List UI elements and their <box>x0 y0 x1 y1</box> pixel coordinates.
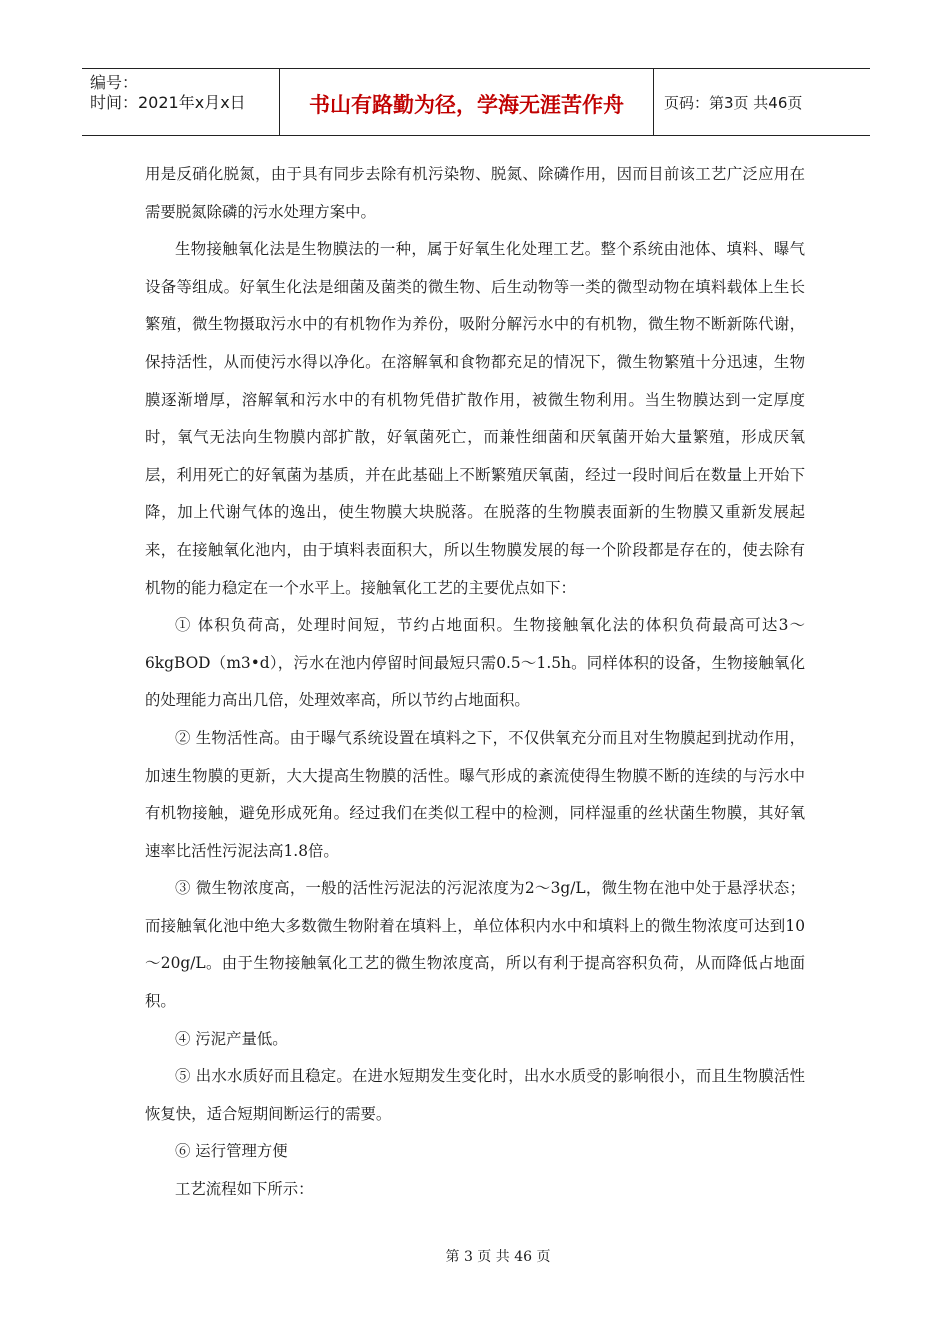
header-page-info: 页码：第3页 共46页 <box>664 93 803 112</box>
page-footer: 第 3 页 共 46 页 <box>445 1249 551 1265</box>
paragraph-advantage-5: ⑤ 出水水质好而且稳定。在进水短期发生变化时，出水水质受的影响很小，而且生物膜活性恢复快，适合短期间断运行的需要。 <box>145 1067 805 1123</box>
paragraph-advantage-3: ③ 微生物浓度高，一般的活性污泥法的污泥浓度为2～3g/L，微生物在池中处于悬浮状态；而接触氧化池中绝大多数微生物附着在填料上，单位体积内水中和填料上的微生物浓度可达到10～20g/L。由于生物接触氧化工艺的微生物浓度高，所以有利于提高容积负荷，从而降低占地面积。 <box>145 879 805 1011</box>
paragraph-advantage-1: ① 体积负荷高，处理时间短，节约占地面积。生物接触氧化法的体积负荷最高可达3～6kgBOD（m3•d），污水在池内停留时间最短只需0.5～1.5h。同样体积的设备，生物接触氧化的处理能力高出几倍，处理效率高，所以节约占地面积。 <box>145 616 805 710</box>
document-date: 时间：2021年x月x日 <box>90 93 246 112</box>
paragraph-process-flow: 工艺流程如下所示： <box>175 1180 314 1199</box>
paragraph-contact-oxidation: 生物接触氧化法是生物膜法的一种，属于好氧生化处理工艺。整个系统由池体、填料、曝气设备等组成。好氧生化法是细菌及菌类的微生物、后生动物等一类的微型动物在填料载体上生长繁殖，微生物摄取污水中的有机物作为养份，吸附分解污水中的有机物，微生物不断新陈代谢，保持活性，从而使污水得以净化。在溶解氧和食物都充足的情况下，微生物繁殖十分迅速，生物膜逐渐增厚，溶解氧和污水中的有机物凭借扩散作用，被微生物利用。当生物膜达到一定厚度时，氧气无法向生物膜内部扩散，好氧菌死亡，而兼性细菌和厌氧菌开始大量繁殖，形成厌氧层，利用死亡的好氧菌为基质，并在此基础上不断繁殖厌氧菌，经过一段时间后在数量上开始下降，加上代谢气体的逸出，使生物膜大块脱落。在脱落的生物膜表面新的生物膜又重新发展起来，在接触氧化池内，由于填料表面积大，所以生物膜发展的每一个阶段都是存在的，使去除有机物的能力稳定在一个水平上。接触氧化工艺的主要优点如下： <box>145 240 805 597</box>
header-motto: 书山有路勤为径，学海无涯苦作舟 <box>280 69 654 135</box>
page-header <box>82 68 870 136</box>
paragraph-advantage-6: ⑥ 运行管理方便 <box>175 1142 288 1161</box>
paragraph-advantage-4: ④ 污泥产量低。 <box>175 1029 288 1048</box>
paragraph-continuation: 用是反硝化脱氮，由于具有同步去除有机污染物、脱氮、除磷作用，因而目前该工艺广泛应用在需要脱氮除磷的污水处理方案中。 <box>145 165 805 221</box>
document-number-label: 编号： <box>90 73 139 92</box>
document-body <box>145 156 805 1209</box>
header-meta <box>82 69 280 135</box>
paragraph-advantage-2: ② 生物活性高。由于曝气系统设置在填料之下，不仅供氧充分而且对生物膜起到扰动作用，加速生物膜的更新，大大提高生物膜的活性。曝气形成的紊流使得生物膜不断的连续的与污水中有机物接触，避免形成死角。经过我们在类似工程中的检测，同样湿重的丝状菌生物膜，其好氧速率比活性污泥法高1.8倍。 <box>145 728 805 860</box>
